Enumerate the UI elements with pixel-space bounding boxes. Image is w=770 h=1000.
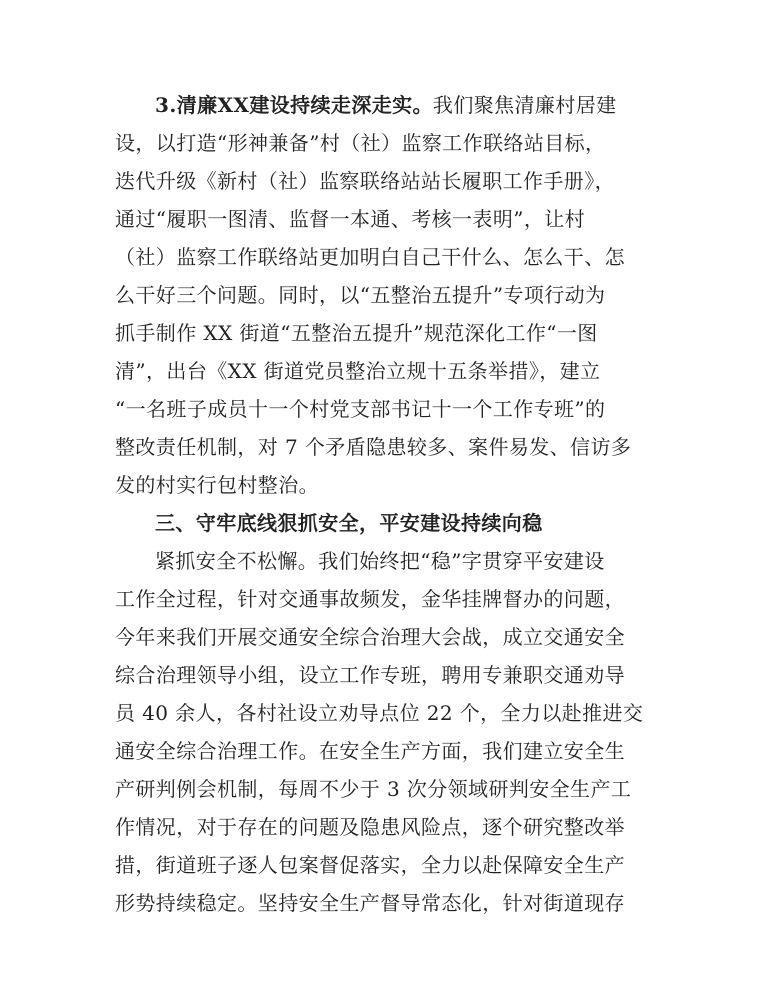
paragraph-line — [115, 739, 660, 763]
line-text: 员 40 余人，各村社设立劝导点位 22 个，全力以赴推进交 — [115, 701, 644, 725]
paragraph-line — [115, 321, 660, 345]
paragraph-line — [115, 245, 660, 269]
paragraph-line — [115, 891, 660, 915]
paragraph-line — [115, 777, 660, 801]
paragraph-line — [115, 435, 660, 459]
line-text: 设，以打造“形神兼备”村（社）监察工作联络站目标， — [115, 131, 606, 155]
line-text: 综合治理领导小组，设立工作专班，聘用专兼职交通劝导 — [115, 663, 625, 687]
paragraph-line — [115, 701, 660, 725]
line-text: 么干好三个问题。同时，以“五整治五提升”专项行动为 — [115, 283, 606, 307]
paragraph-line — [115, 283, 660, 307]
line-text: 整改责任机制，对 7 个矛盾隐患较多、案件易发、信访多 — [115, 435, 632, 459]
paragraph-line — [115, 207, 660, 231]
line-text: 清”，出台《XX 街道党员整治立规十五条举措》，建立 — [115, 359, 601, 383]
line-text: “一名班子成员十一个村党支部书记十一个工作专班”的 — [115, 397, 606, 421]
paragraph-line — [115, 853, 660, 877]
paragraph-line — [115, 169, 660, 193]
line-text: 通过“履职一图清、监督一本通、考核一表明”，让村 — [115, 207, 586, 231]
line-text: 工作全过程，针对交通事故频发，金华挂牌督办的问题， — [115, 587, 625, 611]
paragraph-line — [115, 131, 660, 155]
line-text: 抓手制作 XX 街道“五整治五提升”规范深化工作“一图 — [115, 321, 598, 345]
line-text: 产研判例会机制，每周不少于 3 次分领域研判安全生产工 — [115, 777, 632, 801]
paragraph-line — [115, 587, 660, 611]
paragraph-line — [115, 359, 660, 383]
section-heading: 3.清廉XX建设持续走深走实。 — [155, 93, 433, 117]
line-text: 我们聚焦清廉村居建 — [432, 93, 617, 117]
line-text: 迭代升级《新村（社）监察联络站站长履职工作手册》， — [115, 169, 615, 193]
paragraph-line — [115, 663, 660, 687]
line-text: 形势持续稳定。坚持安全生产督导常态化，针对街道现存 — [115, 891, 625, 915]
line-text: 紧抓安全不松懈。我们始终把“稳”字贯穿平安建设 — [155, 549, 605, 573]
line-text: 措，街道班子逐人包案督促落实，全力以赴保障安全生产 — [115, 853, 625, 877]
line-text: （社）监察工作联络站更加明白自己干什么、怎么干、怎 — [115, 245, 625, 269]
line-text: 发的村实行包村整治。 — [115, 473, 319, 497]
paragraph-line — [115, 473, 660, 497]
paragraph-line — [155, 93, 660, 117]
paragraph-line — [115, 397, 660, 421]
paragraph-line — [155, 549, 660, 573]
paragraph-line — [115, 625, 660, 649]
line-text: 通安全综合治理工作。在安全生产方面，我们建立安全生 — [115, 739, 625, 763]
line-text: 今年来我们开展交通安全综合治理大会战，成立交通安全 — [115, 625, 625, 649]
paragraph-line — [115, 815, 660, 839]
line-text: 作情况，对于存在的问题及隐患风险点，逐个研究整改举 — [115, 815, 625, 839]
section-title-line — [155, 511, 660, 535]
section-title: 三、守牢底线狠抓安全，平安建设持续向稳 — [155, 511, 543, 535]
